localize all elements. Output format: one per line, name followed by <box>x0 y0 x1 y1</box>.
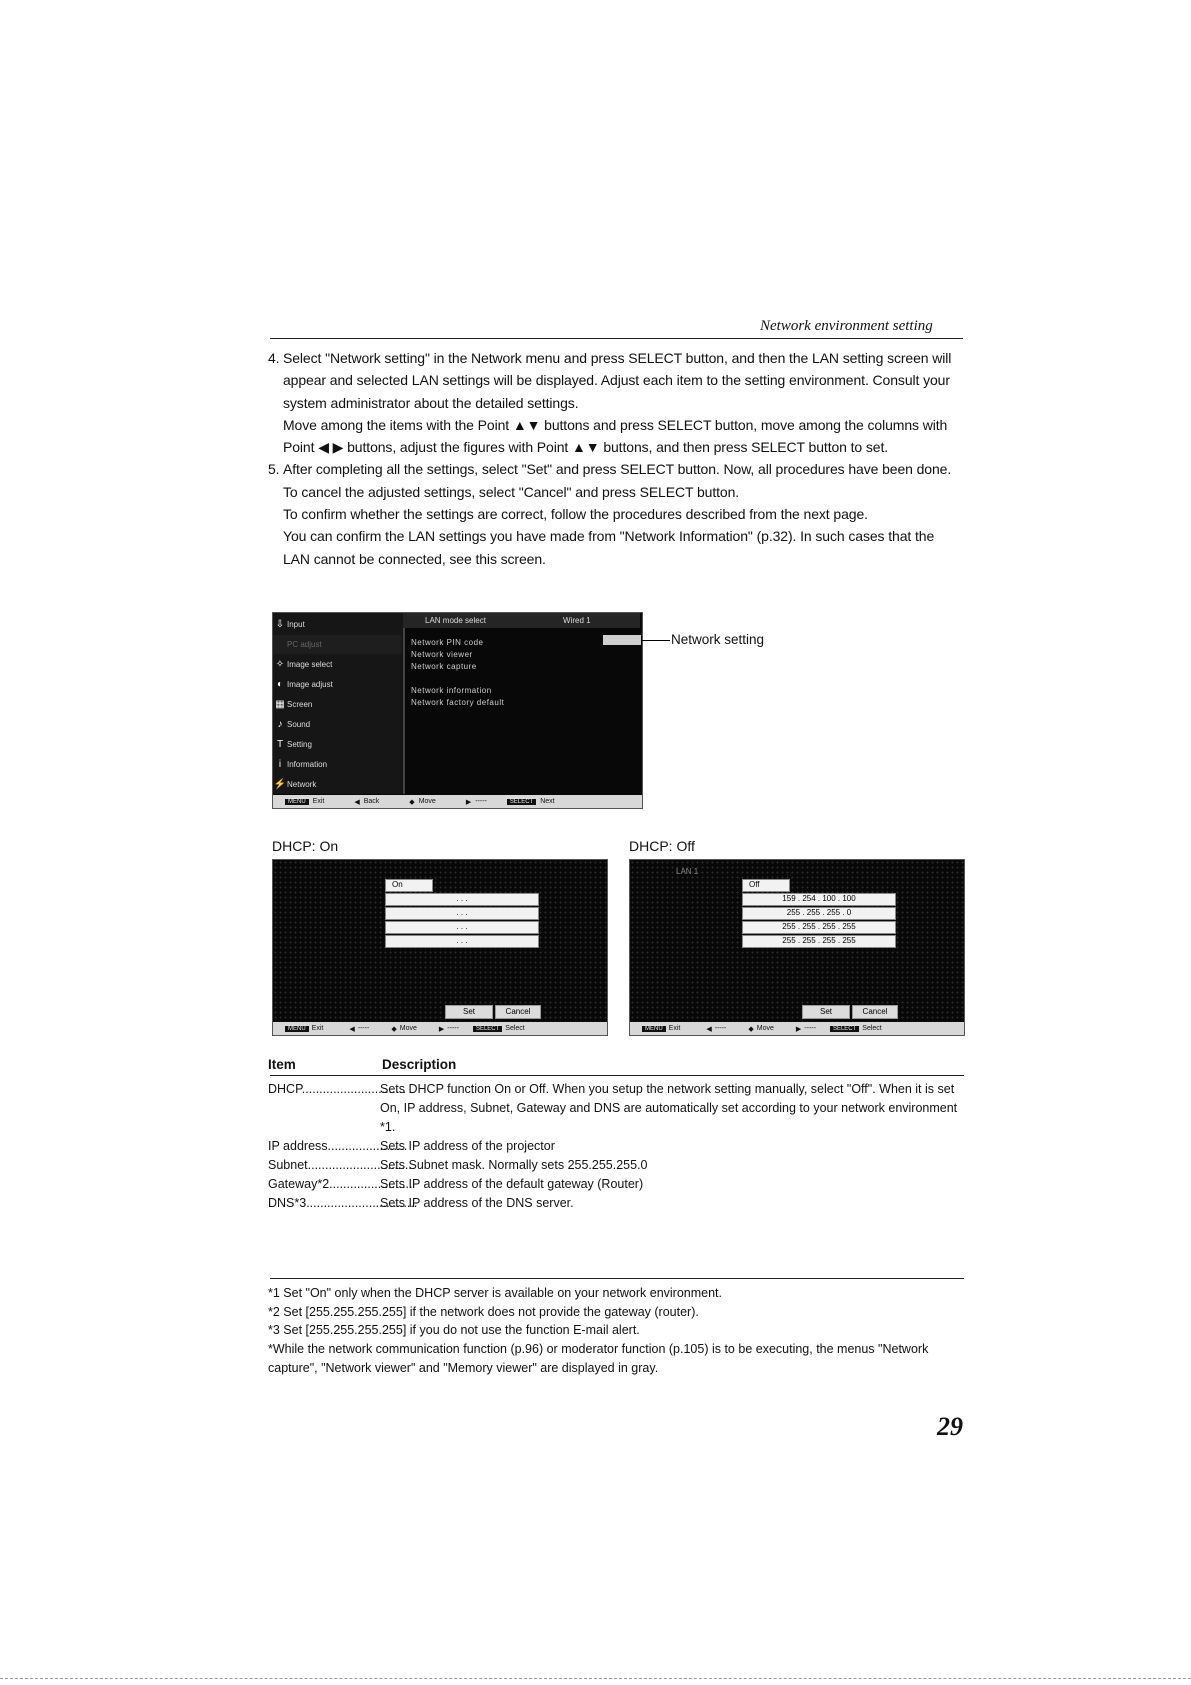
select-key: SELECT <box>830 1026 859 1032</box>
sub-item-viewer[interactable]: Network viewer <box>411 650 473 659</box>
footnote: *3 Set [255.255.255.255] if you do not use the function E-mail alert. <box>268 1323 640 1338</box>
row-description: Sets IP address of the DNS server. <box>380 1196 574 1210</box>
ip-address-field[interactable]: 159 . 254 . 100 . 100 <box>742 893 896 906</box>
step-number: 4. <box>268 350 280 366</box>
menu-item-image-adjust[interactable]: ◐ Image adjust <box>273 675 401 694</box>
dash-hint: ----- <box>357 1025 370 1032</box>
network-icon: ⚡ <box>273 779 287 790</box>
input-icon: ⇩ <box>275 619 285 630</box>
dash-hint: ----- <box>447 1025 459 1032</box>
table-row <box>268 1080 968 1137</box>
sub-item-information[interactable]: Network information <box>411 686 492 695</box>
header-rule <box>270 338 963 339</box>
exit-hint: Exit <box>311 1025 324 1032</box>
table-head-item: Item <box>268 1057 296 1072</box>
table-row <box>268 1156 968 1175</box>
cancel-button[interactable]: Cancel <box>495 1005 541 1019</box>
row-label: Gateway*2........................ <box>268 1177 413 1191</box>
footnote-rule <box>270 1278 964 1279</box>
network-setting-callout: Network setting <box>671 632 765 647</box>
move-icon: ◆ <box>409 798 415 806</box>
right-icon: ▶ <box>438 1025 445 1033</box>
right-icon: ▶ <box>795 1025 802 1033</box>
ip-address-field[interactable]: . . . <box>385 893 539 906</box>
footnote: *1 Set "On" only when the DHCP server is available on your network environment. <box>268 1286 723 1300</box>
information-icon: i <box>278 759 282 770</box>
dash-hint: ----- <box>714 1025 727 1032</box>
dash-hint: ----- <box>475 798 487 805</box>
move-hint: Move <box>399 1025 417 1032</box>
table-row <box>268 1194 968 1213</box>
menu-sidebar <box>273 613 405 794</box>
sound-icon: ♪ <box>277 719 283 730</box>
setting-icon: T <box>276 739 284 750</box>
image-select-icon: ✧ <box>275 659 285 670</box>
row-description: Sets IP address of the default gateway (Router) <box>380 1177 644 1191</box>
row-label: Subnet.............................. <box>268 1158 412 1172</box>
dhcp-field[interactable]: On <box>385 879 433 892</box>
menu-item-network[interactable]: ⚡ Network <box>273 779 317 790</box>
exit-hint: Exit <box>668 1025 681 1032</box>
menu-item-screen[interactable]: ▦ Screen <box>273 695 401 714</box>
menu-item-pc-adjust[interactable]: PC adjust <box>273 635 401 654</box>
scan-edge-line <box>0 1678 1191 1679</box>
dns-field[interactable]: 255 . 255 . 255 . 255 <box>742 935 896 948</box>
table-row <box>268 1137 968 1156</box>
back-icon: ◀ <box>354 798 360 806</box>
sub-item-factory-default[interactable]: Network factory default <box>411 698 505 707</box>
move-hint: Move <box>418 798 436 805</box>
row-label: DHCP.............................. <box>268 1082 406 1096</box>
left-icon: ◀ <box>349 1025 355 1033</box>
select-key: SELECT <box>507 799 536 805</box>
footnote: *While the network communication function (p.96) or moderator function (p.105) is to be executing, the menus "Network capture", "Network viewer" and "Memory viewer" are displayed in gray. <box>268 1342 929 1375</box>
dash-hint: ----- <box>804 1025 816 1032</box>
cancel-button[interactable]: Cancel <box>852 1005 898 1019</box>
table-rule <box>270 1075 964 1076</box>
menu-item-sound[interactable]: ♪ Sound <box>273 715 401 734</box>
menu-key: MENU <box>285 1026 309 1032</box>
menu-item-information[interactable]: i Information <box>273 755 401 774</box>
step-paragraph: Select "Network setting" in the Network menu and press SELECT button, and then the LAN setting screen will appear and selected LAN settings will be displayed. Adjust each item to the setting environment. Consult your system administrator about the detailed settings. <box>283 350 952 411</box>
menu-item-image-select[interactable]: ✧ Image select <box>273 655 401 674</box>
menu-bottom-bar <box>273 795 642 808</box>
sub-item-pin[interactable]: Network PIN code <box>411 638 484 647</box>
step-paragraph: To confirm whether the settings are correct, follow the procedures described from the next page. <box>283 506 868 523</box>
step-number: 5. <box>268 461 280 478</box>
page-number: 29 <box>937 1412 963 1441</box>
step-paragraph: Move among the items with the Point ▲▼ buttons and press SELECT button, move among the columns with Point ◀ ▶ buttons, adjust the figures with Point ▲▼ buttons, and then press SELECT button to set. <box>283 416 948 456</box>
footnote: *2 Set [255.255.255.255] if the network does not provide the gateway (router). <box>268 1304 699 1319</box>
lan-mode-row[interactable] <box>403 613 640 628</box>
row-description: Sets Subnet mask. Normally sets 255.255.255.0 <box>380 1158 648 1172</box>
dhcp-off-label: DHCP: Off <box>629 838 695 854</box>
sub-item-capture[interactable]: Network capture <box>411 662 477 671</box>
network-menu-screen <box>272 612 643 809</box>
menu-key: MENU <box>285 799 309 805</box>
screen-icon: ▦ <box>275 699 285 710</box>
select-key: SELECT <box>473 1026 502 1032</box>
row-description: Sets IP address of the projector <box>380 1139 555 1153</box>
lan-header: LAN 1 <box>676 867 699 876</box>
table-row <box>268 1175 968 1194</box>
table-head-description: Description <box>382 1057 457 1072</box>
footnotes <box>268 1284 965 1378</box>
instruction-steps <box>268 347 962 570</box>
menu-item-setting[interactable]: T Setting <box>273 735 401 754</box>
dhcp-on-screen <box>272 859 608 1036</box>
right-icon: ▶ <box>465 798 472 806</box>
menu-item-input[interactable]: ⇩ Input <box>273 615 401 634</box>
dns-field[interactable]: . . . <box>385 935 539 948</box>
select-hint: Select <box>505 1025 525 1032</box>
gateway-field[interactable]: 255 . 255 . 255 . 255 <box>742 921 896 934</box>
running-header: Network environment setting <box>760 318 933 334</box>
step-paragraph: You can confirm the LAN settings you have made from "Network Information" (p.32). In such cases that the LAN cannot be connected, see this screen. <box>283 528 935 567</box>
row-description: Sets DHCP function On or Off. When you setup the network setting manually, select "Off". When it is set On, IP address, Subnet, Gateway and DNS are automatically set according to your network environment *1. <box>380 1082 958 1134</box>
lan-mode-value: Wired 1 <box>563 616 591 625</box>
dhcp-on-label: DHCP: On <box>272 838 339 854</box>
callout-line <box>642 640 670 641</box>
dhcp-off-bottom-bar <box>630 1022 964 1035</box>
subnet-field[interactable]: . . . <box>385 907 539 920</box>
left-icon: ◀ <box>706 1025 712 1033</box>
gateway-field[interactable]: . . . <box>385 921 539 934</box>
network-setting-highlight[interactable] <box>603 635 641 645</box>
dhcp-field[interactable]: Off <box>742 879 790 892</box>
move-icon: ◆ <box>391 1025 397 1033</box>
set-button[interactable]: Set <box>445 1005 493 1019</box>
image-adjust-icon: ◐ <box>276 679 284 690</box>
move-hint: Move <box>756 1025 774 1032</box>
step-5 <box>268 458 962 569</box>
subnet-field[interactable]: 255 . 255 . 255 . 0 <box>742 907 896 920</box>
row-label: IP address....................... <box>268 1139 408 1153</box>
lan-mode-label: LAN mode select <box>425 616 486 625</box>
back-hint: Back <box>363 798 380 805</box>
dhcp-off-screen <box>629 859 965 1036</box>
select-hint: Select <box>862 1025 882 1032</box>
move-icon: ◆ <box>748 1025 754 1033</box>
exit-hint: Exit <box>312 798 325 805</box>
dhcp-on-bottom-bar <box>273 1022 607 1035</box>
menu-key: MENU <box>642 1026 666 1032</box>
step-4 <box>268 347 962 458</box>
row-label: DNS*3................................ <box>268 1196 418 1210</box>
step-paragraph: After completing all the settings, select "Set" and press SELECT button. Now, all procedures have been done. To cancel the adjusted settings, select "Cancel" and press SELECT button. <box>283 461 952 500</box>
set-button[interactable]: Set <box>802 1005 850 1019</box>
next-hint: Next <box>540 798 555 805</box>
